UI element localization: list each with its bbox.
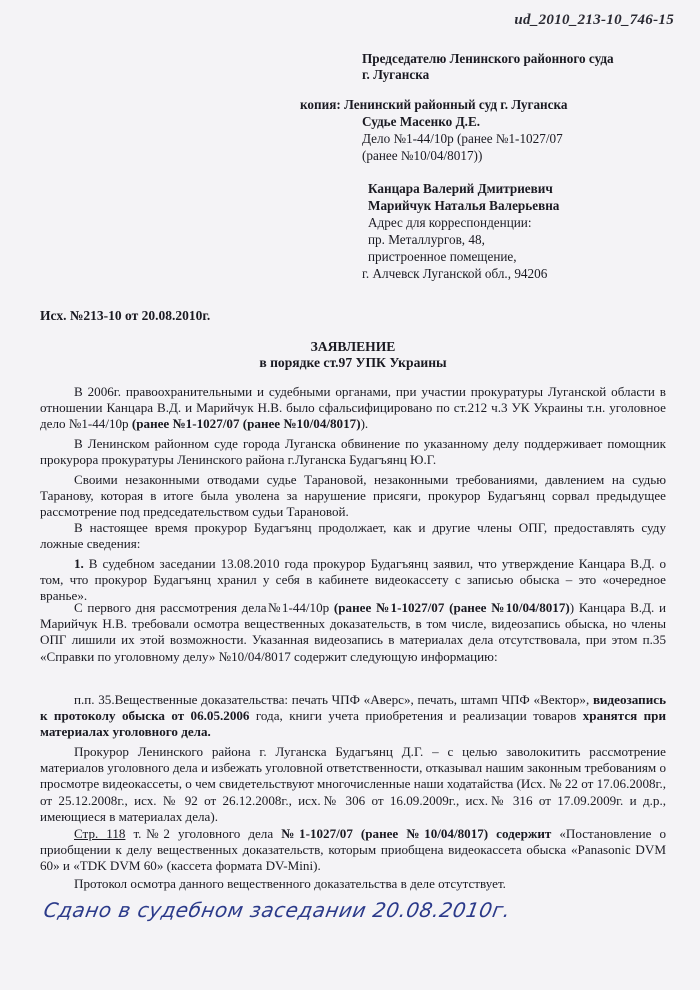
- p6-text-c: ) Канцара В.Д. и Марийчук Н.В. требовали осмотра вещественных доказательств, в том числе, видеозапись обыска, но члены ОПГ лишили их этой возможности. Указанная видеозапись в материалах дела отсутствовала, при этом п.35 «Справки по уголовному делу» №10/04/8017 содержит следующую информацию:: [40, 600, 666, 664]
- case-number-line-2: (ранее №10/04/8017)): [362, 148, 483, 163]
- p7-text-d: хранятся при материалах уголовного дела.: [40, 708, 666, 740]
- paragraph-7: [40, 692, 666, 741]
- copy-label: [300, 96, 568, 114]
- p7-evidence-ref: видеозапись к протоколу обыска от 06.05.2006: [40, 692, 666, 724]
- p9-text-b: т.№2 уголовного дела: [125, 826, 282, 841]
- paragraph-5: [40, 556, 666, 605]
- p6-text-a: С первого дня рассмотрения дела№1-44/10р: [74, 600, 334, 615]
- addressee-line-2: г. Луганска: [362, 67, 430, 82]
- paragraph-9: [40, 826, 666, 875]
- p5-number: 1.: [74, 556, 84, 571]
- paragraph-10: Протокол осмотра данного вещественного доказательства в деле отсутствует.: [74, 876, 506, 891]
- sender-name-2: Марийчук Наталья Валерьевна: [368, 198, 560, 213]
- outgoing-number: Исх. №213-10 от 20.08.2010г.: [40, 308, 211, 323]
- case-number-line-1: Дело №1-44/10р (ранее №1-1027/07: [362, 131, 563, 146]
- p1-end: ).: [360, 416, 369, 432]
- copy-judge: Судье Масенко Д.Е.: [362, 114, 481, 129]
- p9-text-d: «Постановление о приобщении к делу вещественных доказательств, которым приобщена видеокассета обыска «Panasonic DVM 60» и «TDK DVM 60» (кассета формата DV-Mini).: [40, 826, 667, 874]
- paragraph-3: Своими незаконными отводами судье Тарановой, незаконными требованиями, давлением на судью Таранову, которая в итоге была уволена за нарушение присяги, прокурор Будагъянц сорвал предыдущее рассмотрение под председательством судьи Тарановой.: [40, 472, 666, 520]
- p5-text: В судебном заседании 13.08.2010 года прокурор Будагъянц заявил, что утверждение Канцара В.Д. о том, что прокурор Будагъянц хранил у себя в кабинете видеокассету с записью обыска – это «очередное вранье».: [40, 556, 666, 604]
- sender-address-3: г. Алчевск Луганской обл., 94206: [362, 266, 548, 281]
- sender-address-2: пристроенное помещение,: [368, 249, 517, 264]
- addressee-line-1: Председателю Ленинского районного суда: [362, 51, 614, 66]
- handwritten-note: Сдано в судебном заседании 20.08.2010г.: [41, 898, 513, 922]
- document-id: ud_2010_213-10_746-15: [514, 12, 674, 28]
- copy-prefix: копия:: [300, 97, 341, 112]
- p7-text-a: п.п. 35.Вещественные доказательства: печать ЧПФ «Аверс», печать, штамп ЧПФ «Вектор»,: [74, 692, 593, 707]
- statement-subtitle: в порядке ст.97 УПК Украины: [259, 355, 447, 370]
- sender-address-1: пр. Металлургов, 48,: [368, 232, 485, 247]
- statement-title: ЗАЯВЛЕНИЕ: [310, 339, 396, 354]
- p1-case-ref: (ранее №1-1027/07 (ранее №10/04/8017): [131, 416, 361, 432]
- paragraph-6: [40, 600, 666, 665]
- sender-address-label: Адрес для корреспонденции:: [368, 215, 532, 230]
- sender-name-1: Канцара Валерий Дмитриевич: [368, 181, 553, 196]
- p1-text: В 2006г. правоохранительными и судебными органами, при участии прокуратуры Луганской области в отношении Канцара В.Д. и Марийчук Н.В. было сфальсифицировано по ст.212 ч.3 УК Украины т.н. уголовное дело №1-44/10р: [40, 384, 666, 432]
- paragraph-8: Прокурор Ленинского района г. Луганска Будагъянц Д.Г. – с целью заволокитить рассмотрение материалов уголовного дела и избежать уголовной ответственности, отказывал нашим законным требованиям о просмотре видеокассеты, о чем свидетельствуют многочисленные наши ходатайства (Исх. № 22 от 17.06.2008г., от 25.12.2008г., исх. № 92 от 26.12.2008г., исх.№ 306 от 16.09.2009г., исх.№ 316 от 17.09.2009г. и д.р., имеющиеся в материалах дела).: [40, 744, 666, 824]
- paragraph-4: В настоящее время прокурор Будагъянц продолжает, как и другие члены ОПГ, предоставлять суду ложные сведения:: [40, 520, 666, 552]
- copy-court: Ленинский районный суд г. Луганска: [344, 97, 568, 112]
- paragraph-1: [40, 384, 666, 433]
- p9-page-ref: Стр. 118: [74, 826, 126, 841]
- p7-text-c: года, книги учета приобретения и реализации товаров: [249, 708, 583, 724]
- p6-case-ref: (ранее №1-1027/07 (ранее №10/04/8017): [333, 600, 570, 615]
- p9-case-ref: №1-1027/07 (ранее №10/04/8017) содержит: [281, 826, 552, 841]
- paragraph-2: В Ленинском районном суде города Луганска обвинение по указанному делу поддерживает помощник прокурора прокуратуры Ленинского района г.Луганска Будагъянц Ю.Г.: [40, 436, 666, 468]
